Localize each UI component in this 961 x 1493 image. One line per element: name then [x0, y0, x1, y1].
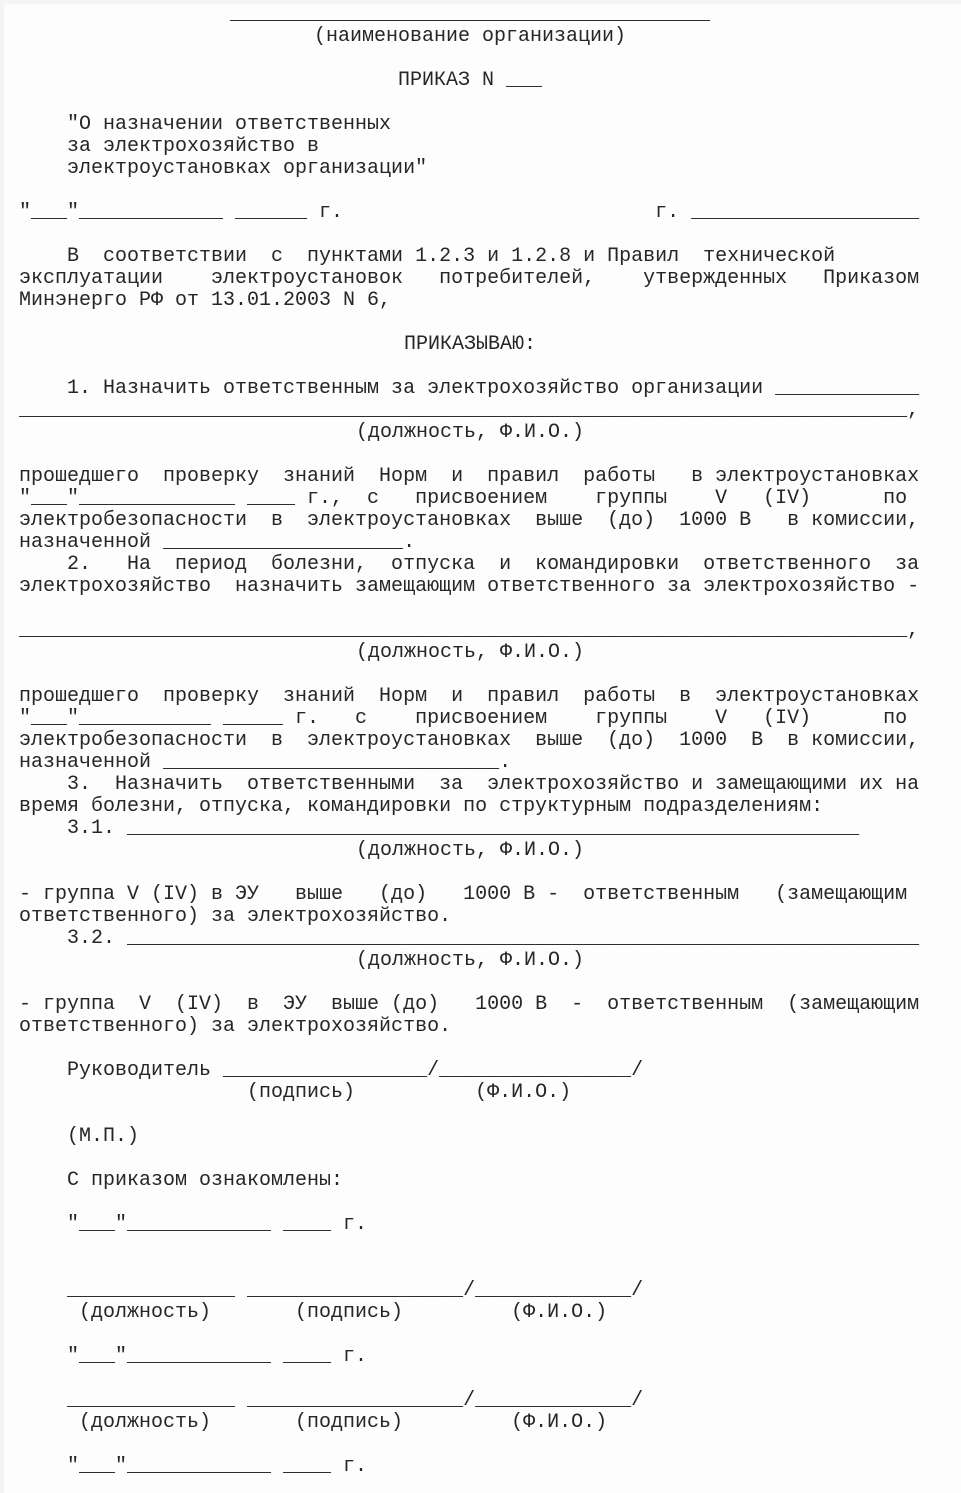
acknowledgement-signature-line-1: ______________ __________________/_____________/ [19, 1279, 644, 1302]
resolution-heading: ПРИКАЗЫВАЮ: [403, 333, 537, 356]
spacer [19, 972, 921, 994]
spacer [19, 312, 921, 334]
group-note-2-line-1: - группа V (IV) в ЭУ выше (до) 1000 В - ответственным (замещающим [19, 993, 920, 1016]
item-2-para-line-4: назначенной ____________________________. [19, 751, 512, 774]
date-and-place-line: "___"____________ ______ г. г. ___________________ [19, 201, 920, 224]
item-3-1-fill-line: 3.1. _____________________________________________________________ [19, 817, 860, 840]
item-2-para-line-3: электробезопасности в электроустановках выше (до) 1000 В в комиссии, [19, 729, 920, 752]
item-1-para-line-4: назначенной ____________________. [19, 531, 416, 554]
spacer [19, 444, 921, 466]
spacer [19, 48, 921, 70]
acknowledgement-heading: С приказом ознакомлены: [19, 1169, 344, 1192]
spacer [19, 1236, 921, 1258]
group-note-2-line-2: ответственного) за электрохозяйство. [19, 1015, 452, 1038]
spacer [19, 1192, 921, 1214]
spacer [19, 1324, 921, 1346]
item-2-para-line-2: "___"___________ _____ г. с присвоением группы V (IV) по [19, 707, 908, 730]
org-name-underline: ________________________________________ [229, 3, 711, 26]
director-signature-caption: (подпись) (Ф.И.О.) [19, 1081, 572, 1104]
item-1-para-line-2: "___"_____________ ____ г., с присвоением группы V (IV) по [19, 487, 908, 510]
spacer [19, 224, 921, 246]
order-title: ПРИКАЗ N ___ [397, 69, 543, 92]
spacer [19, 1434, 921, 1456]
preamble-line-3: Минэнерго РФ от 13.01.2003 N 6, [19, 289, 392, 312]
item-3-text-2: время болезни, отпуска, командировки по структурным подразделениям: [19, 795, 824, 818]
spacer [19, 1478, 921, 1493]
acknowledgement-signature-caption-1: (должность) (подпись) (Ф.И.О.) [19, 1301, 608, 1324]
acknowledgement-signature-caption-2: (должность) (подпись) (Ф.И.О.) [19, 1411, 608, 1434]
spacer [19, 1104, 921, 1126]
acknowledgement-date-1: "___"____________ ____ г. [19, 1213, 368, 1236]
item-1-fill-line: __________________________________________________________________________, [19, 399, 920, 422]
acknowledgement-date-3: "___"____________ ____ г. [19, 1455, 368, 1478]
acknowledgement-signature-line-2: ______________ __________________/_____________/ [19, 1389, 644, 1412]
spacer [19, 664, 921, 686]
item-1-para-line-3: электробезопасности в электроустановках выше (до) 1000 В в комиссии, [19, 509, 920, 532]
group-note-1-line-2: ответственного) за электрохозяйство. [19, 905, 452, 928]
item-3-1-caption: (должность, Ф.И.О.) [355, 839, 585, 862]
item-1-text: 1. Назначить ответственным за электрохозяйство организации ____________ [19, 377, 920, 400]
spacer [19, 1368, 921, 1390]
item-2-text-1: 2. На период болезни, отпуска и командировки ответственного за [19, 553, 920, 576]
item-2-text-2: электрохозяйство назначить замещающим ответственного за электрохозяйство - [19, 575, 920, 598]
preamble-line-1: В соответствии с пунктами 1.2.3 и 1.2.8 и Правил технической [19, 245, 836, 268]
spacer [19, 92, 921, 114]
spacer [19, 1258, 921, 1280]
item-3-2-fill-line: 3.2. __________________________________________________________________ [19, 927, 920, 950]
item-1-caption: (должность, Ф.И.О.) [355, 421, 585, 444]
item-2-fill-line: __________________________________________________________________________, [19, 619, 920, 642]
order-subject-line-1: "О назначении ответственных [19, 113, 392, 136]
spacer [19, 598, 921, 620]
item-1-para-line-1: прошедшего проверку знаний Норм и правил работы в электроустановках [19, 465, 920, 488]
spacer [19, 356, 921, 378]
director-signature-line: Руководитель _________________/________________/ [19, 1059, 644, 1082]
item-3-text-1: 3. Назначить ответственными за электрохозяйство и замещающими их на [19, 773, 920, 796]
document-body [19, 4, 921, 1493]
group-note-1-line-1: - группа V (IV) в ЭУ выше (до) 1000 В - ответственным (замещающим [19, 883, 908, 906]
preamble-line-2: эксплуатации электроустановок потребителей, утвержденных Приказом [19, 267, 920, 290]
item-2-caption: (должность, Ф.И.О.) [355, 641, 585, 664]
item-2-para-line-1: прошедшего проверку знаний Норм и правил работы в электроустановках [19, 685, 920, 708]
order-subject-line-2: за электрохозяйство в [19, 135, 320, 158]
spacer [19, 180, 921, 202]
spacer [19, 1038, 921, 1060]
spacer [19, 862, 921, 884]
org-name-caption: (наименование организации) [313, 25, 627, 48]
order-subject-line-3: электроустановках организации" [19, 157, 428, 180]
acknowledgement-date-2: "___"____________ ____ г. [19, 1345, 368, 1368]
stamp-placeholder: (М.П.) [19, 1125, 140, 1148]
spacer [19, 1148, 921, 1170]
item-3-2-caption: (должность, Ф.И.О.) [355, 949, 585, 972]
